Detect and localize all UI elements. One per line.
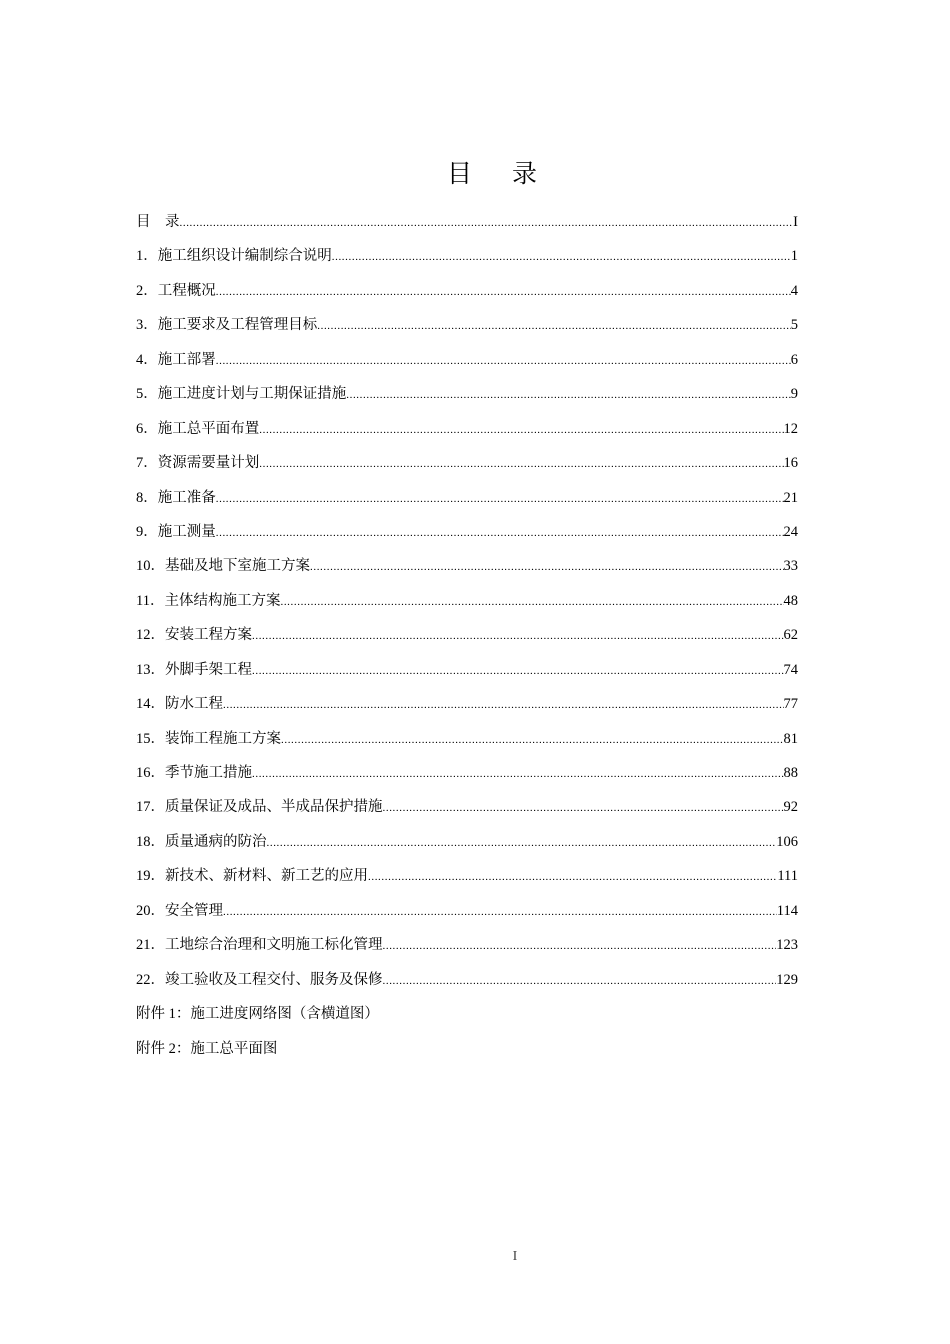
toc-entry[interactable]	[136, 963, 798, 997]
toc-leader-dots	[216, 516, 784, 550]
toc-entry-label: 5．施工进度计划与工期保证措施	[136, 386, 347, 403]
toc-leader-dots	[383, 964, 777, 998]
page-title: 目 录	[447, 159, 553, 188]
toc-entry-label: 3．施工要求及工程管理目标	[136, 317, 318, 334]
toc-entry-page: 92	[783, 799, 798, 816]
toc-entry[interactable]	[136, 549, 798, 583]
attachment-label: 附件 1：施工进度网络图（含横道图）	[136, 1006, 379, 1023]
toc-entry-label: 10．基础及地下室施工方案	[136, 558, 310, 575]
toc-entry[interactable]	[136, 894, 798, 928]
toc-entry-label: 目 录	[136, 214, 180, 230]
toc-entry[interactable]	[136, 687, 798, 721]
toc-entry-label: 15．装饰工程施工方案	[136, 730, 281, 747]
toc-entry-page: 9	[790, 386, 798, 403]
toc-leader-dots	[267, 826, 777, 860]
toc-leader-dots	[252, 757, 784, 791]
toc-entry[interactable]	[136, 859, 798, 893]
attachment-label: 附件 2：施工总平面图	[136, 1040, 278, 1057]
toc-entry[interactable]	[136, 515, 798, 549]
toc-entry-label: 19．新技术、新材料、新工艺的应用	[136, 868, 368, 885]
toc-entry-label: 18．质量通病的防治	[136, 833, 267, 850]
toc-leader-dots	[280, 585, 783, 619]
toc-leader-dots	[252, 619, 784, 653]
toc-entry-page: 6	[790, 351, 798, 368]
toc-entry[interactable]	[136, 825, 798, 859]
toc-entry-label: 22．竣工验收及工程交付、服务及保修	[136, 971, 383, 988]
toc-entry-page: 106	[776, 833, 798, 850]
toc-entry-label: 12．安装工程方案	[136, 627, 252, 644]
toc-leader-dots	[223, 688, 784, 722]
toc-entry-label: 6．施工总平面布置	[136, 420, 260, 437]
toc-entry-page: I	[793, 214, 798, 230]
toc-entry-page: 62	[783, 627, 798, 644]
toc-entry-page: 24	[783, 523, 798, 540]
toc-leader-dots	[223, 895, 777, 929]
toc-entry-label: 14．防水工程	[136, 696, 223, 713]
toc-entry-page: 5	[790, 317, 798, 334]
toc-entry[interactable]	[136, 343, 798, 377]
toc-entry-label: 8．施工准备	[136, 489, 216, 506]
attachment-entry[interactable]	[136, 1032, 798, 1066]
toc-entry-page: 77	[783, 696, 798, 713]
toc-entry[interactable]	[136, 584, 798, 618]
toc-entry[interactable]	[136, 412, 798, 446]
toc-entry-label: 20．安全管理	[136, 902, 223, 919]
toc-leader-dots	[383, 929, 777, 963]
toc-entry[interactable]	[136, 928, 798, 962]
toc-entry-page: 1	[790, 248, 798, 265]
toc-entry[interactable]	[136, 308, 798, 342]
toc-entry-label: 11．主体结构施工方案	[136, 592, 281, 609]
toc-leader-dots	[216, 482, 784, 516]
toc-entry-page: 33	[783, 558, 798, 575]
toc-entry-page: 48	[783, 592, 798, 609]
toc-leader-dots	[216, 275, 791, 309]
toc-entry-label: 21．工地综合治理和文明施工标化管理	[136, 937, 383, 954]
toc-leader-dots	[317, 309, 791, 343]
toc-entry[interactable]	[136, 274, 798, 308]
toc-entry[interactable]	[136, 481, 798, 515]
toc-entry-label: 7．资源需要量计划	[136, 455, 260, 472]
toc-entry[interactable]	[136, 446, 798, 480]
toc-entry-label: 13．外脚手架工程	[136, 661, 252, 678]
toc-entry[interactable]	[136, 618, 798, 652]
toc-entry-page: 114	[776, 902, 798, 919]
toc-entry[interactable]	[136, 790, 798, 824]
toc-entry-page: 4	[790, 282, 798, 299]
toc-leader-dots	[281, 723, 784, 757]
toc-entry-page: 123	[776, 937, 798, 954]
toc-leader-dots	[252, 654, 784, 688]
toc-leader-dots	[180, 206, 794, 240]
toc-leader-dots	[259, 447, 783, 481]
toc-leader-dots	[346, 378, 791, 412]
toc-entry[interactable]	[136, 239, 798, 273]
toc-entry-label: 2．工程概况	[136, 282, 216, 299]
toc-entry-label: 16．季节施工措施	[136, 765, 252, 781]
toc-entry-label: 4．施工部署	[136, 351, 216, 368]
toc-entry-page: 88	[783, 765, 798, 781]
toc-entry-page: 111	[777, 868, 798, 885]
toc-leader-dots	[216, 344, 791, 378]
toc-entry-page: 129	[776, 971, 798, 988]
toc-leader-dots	[332, 240, 791, 274]
toc-entry[interactable]	[136, 653, 798, 687]
table-of-contents	[136, 205, 798, 1066]
toc-entry-page: 16	[783, 455, 798, 472]
toc-leader-dots	[368, 860, 777, 894]
toc-entry-page: 12	[783, 420, 798, 437]
toc-entry[interactable]	[136, 377, 798, 411]
toc-leader-dots	[310, 550, 784, 584]
attachment-entry[interactable]	[136, 997, 798, 1031]
toc-entry-page: 81	[783, 730, 798, 747]
toc-leader-dots	[383, 791, 784, 825]
toc-entry-label: 17．质量保证及成品、半成品保护措施	[136, 799, 383, 816]
toc-entry[interactable]	[136, 756, 798, 790]
toc-leader-dots	[259, 413, 783, 447]
toc-entry-page: 74	[783, 661, 798, 678]
toc-entry[interactable]	[136, 722, 798, 756]
page-number: I	[512, 1249, 518, 1264]
toc-entry-label: 1．施工组织设计编制综合说明	[136, 248, 332, 265]
toc-entry[interactable]	[136, 205, 798, 239]
toc-entry-label: 9．施工测量	[136, 523, 216, 540]
toc-entry-page: 21	[783, 489, 798, 506]
